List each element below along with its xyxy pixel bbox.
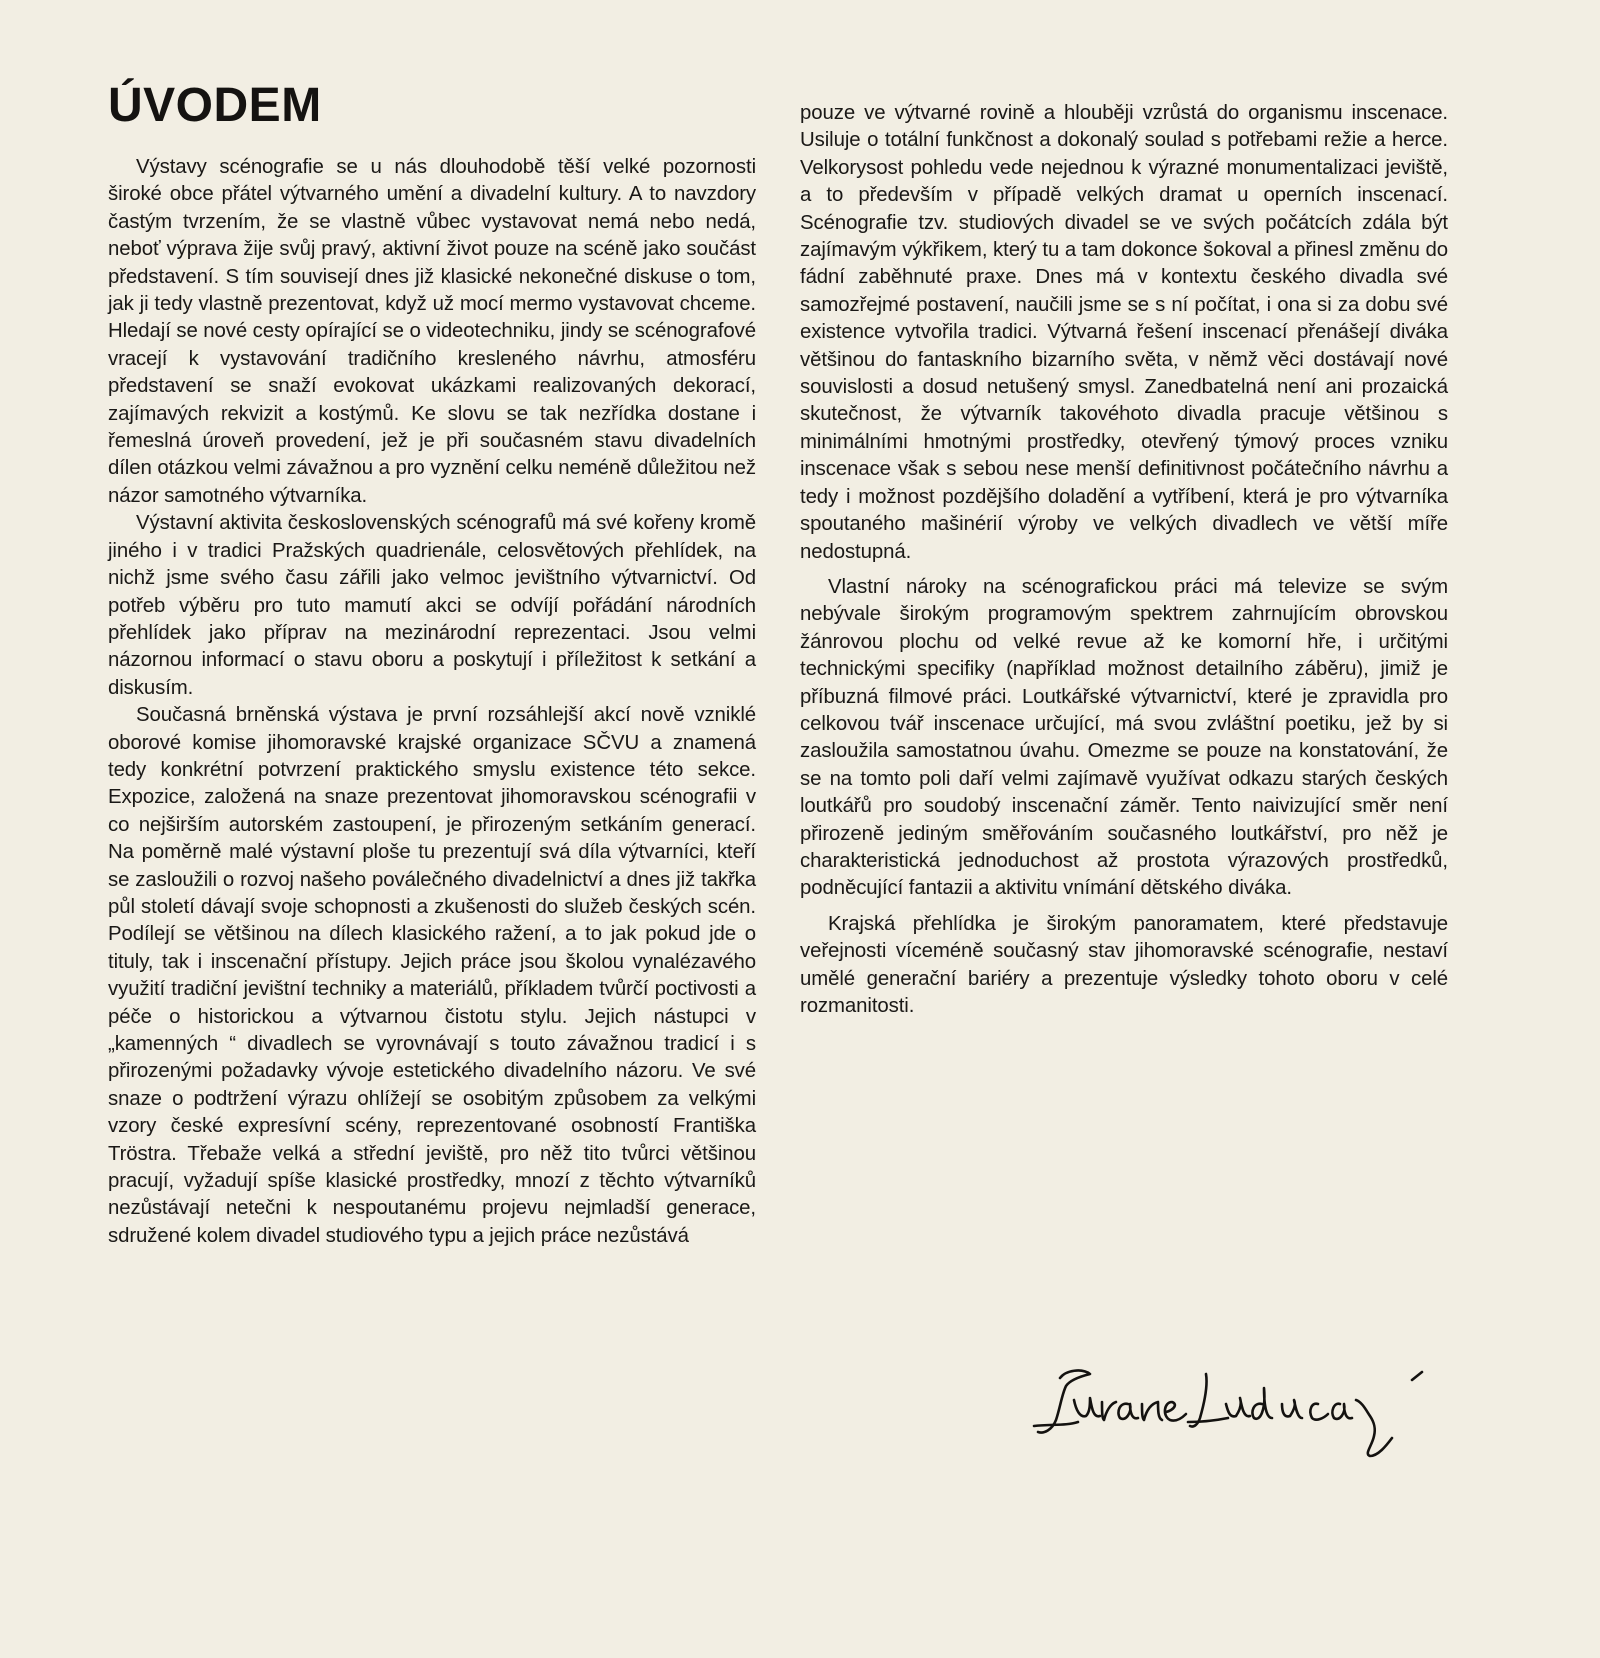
signature-drawing <box>1030 1360 1450 1470</box>
page-title: ÚVODEM <box>108 79 322 132</box>
left-column <box>108 154 756 1250</box>
paragraph: Krajská přehlídka je širokým panoramatem, které představuje veřejnosti víceméně současný stav jihomoravské scénografie, nestaví umělé generační bariéry a prezentuje výsledky tohoto oboru v celé rozmanitosti. <box>800 912 1448 1017</box>
signature-icon <box>1030 1360 1450 1470</box>
paragraph: pouze ve výtvarné rovině a hlouběji vzrůstá do organismu inscenace. Usiluje o totální funkčnost a dokonalý soulad s potřebami režie a herce. Velkorysost pohledu vede nejednou k výrazné monumentalizaci jeviště, a to především v případě velkých dramat u operních inscenací. Scénografie tzv. studiových divadel se ve svých počátcích zdála být zajímavým výkřikem, který tu a tam dokonce šokoval a přinesl změnu do fádní zaběhnuté praxe. Dnes má v kontextu českého divadla své samozřejmé postavení, naučili jsme se s ní počítat, i ona si za dobu své existence vytvořila tradici. Výtvarná řešení inscenací přenášejí diváka většinou do fantaskního bizarního světa, v němž věci dostávají nové souvislosti a dosud netušený smysl. Zanedbatelná není ani prozaická skutečnost, že výtvarník takovéhoto divadla pracuje většinou s minimálními hmotnými prostředky, otevřený týmový proces vzniku inscenace však s sebou nese menší definitivnost počátečního návrhu a tedy i možnost pozdějšího doladění a vytříbení, která je pro výtvarníka spoutaného mašinérií výroby ve velkých divadlech ve větší míře nedostupná. <box>800 102 1448 563</box>
paragraph: Vlastní nároky na scénografickou práci má televize se svým nebývale širokým programovým spektrem zahrnujícím obrovskou žánrovou plochu od velké revue až ke komorní hře, i určitými technickými specifiky (například možnost detailního záběru), jimiž je příbuzná filmové práci. Loutkářské výtvarnictví, které je zpravidla pro celkovou tvář inscenace určující, má svou zvláštní poetiku, jež by si zasloužila samostatnou úvahu. Omezme se pouze na konstatování, že se na tomto poli daří velmi zajímavě využívat odkazu starých českých loutkářů pro soudobý inscenační záměr. Tento naivizující směr není přirozeně jediným směřováním současného loutkářství, pro něž je charakteristická jednoduchost až prostota výrazových prostředků, podněcující fantazii a aktivitu vnímání dětského diváka. <box>800 575 1448 900</box>
paragraph: Výstavy scénografie se u nás dlouhodobě těší velké pozornosti široké obce přátel výtvarného umění a divadelní kultury. A to navzdory častým tvrzením, že se vlastně vůbec vystavovat nemá nebo nedá, neboť výprava žije svůj pravý, aktivní život pouze na scéně jako součást představení. S tím souvisejí dnes již klasické nekonečné diskuse o tom, jak ji tedy vlastně prezentovat, když už mocí mermo vystavovat chceme. Hledají se nové cesty opírající se o videotechniku, jindy se scénografové vracejí k vystavování tradičního kresleného návrhu, atmosféru představení se snaží evokovat ukázkami realizovaných dekorací, zajímavých rekvizit a kostýmů. Ke slovu se tak nezřídka dostane i řemeslná úroveň provedení, jež je při současném stavu divadelních dílen otázkou velmi závažnou a pro vyznění celku neméně důležitou než názor samotného výtvarníka. <box>108 156 756 507</box>
paragraph: Výstavní aktivita československých scénografů má své kořeny kromě jiného i v tradici Pražských quadrienále, celosvětových přehlídek, na nichž jsme svého času zářili jako velmoc jevištního výtvarnictví. Od potřeb výběru pro tuto mamutí akci se odvíjí pořádání národních přehlídek jako příprav na mezinárodní reprezentaci. Jsou velmi názornou informací o stavu oboru a poskytují i příležitost k setkání a diskusím. <box>108 512 756 699</box>
right-column <box>800 100 1448 1028</box>
paragraph: Současná brněnská výstava je první rozsáhlejší akcí nově vzniklé oborové komise jihomoravské krajské organizace SČVU a znamená tedy konkrétní potvrzení praktického smyslu existence této sekce. Expozice, založená na snaze prezentovat jihomoravskou scénografii v co nejširším autorském zastoupení, je přirozeným setkáním generací. Na poměrně malé výstavní ploše tu prezentují svá díla výtvarníci, kteří se zasloužili o rozvoj našeho poválečného divadelnictví a dnes již takřka půl století dávají svoje schopnosti a zkušenosti do služeb českých scén. Podílejí se většinou na dílech klasického ražení, a to jak pokud jde o tituly, tak i inscenační přístupy. Jejich práce jsou školou vynalézavého využití tradiční jevištní techniky a materiálů, příkladem tvůrčí poctivosti a péče o historickou a výtvarnou čistotu stylu. Jejich nástupci v „kamenných “ divadlech se vyrovnávají s touto závažnou tradicí i s přirozenými požadavky vývoje estetického divadelního názoru. Ve své snaze o podtržení výrazu ohlížejí se osobitým způsobem za velkými vzory české expresívní scény, reprezentované osobností Františka Tröstra. Třebaže velká a střední jeviště, pro něž tito tvůrci většinou pracují, vyžadují spíše klasické prostředky, mnozí z těchto výtvarníků nezůstávají netečni k nespoutanému projevu nejmladší generace, sdružené kolem divadel studiového typu a jejich práce nezůstává <box>108 704 756 1247</box>
